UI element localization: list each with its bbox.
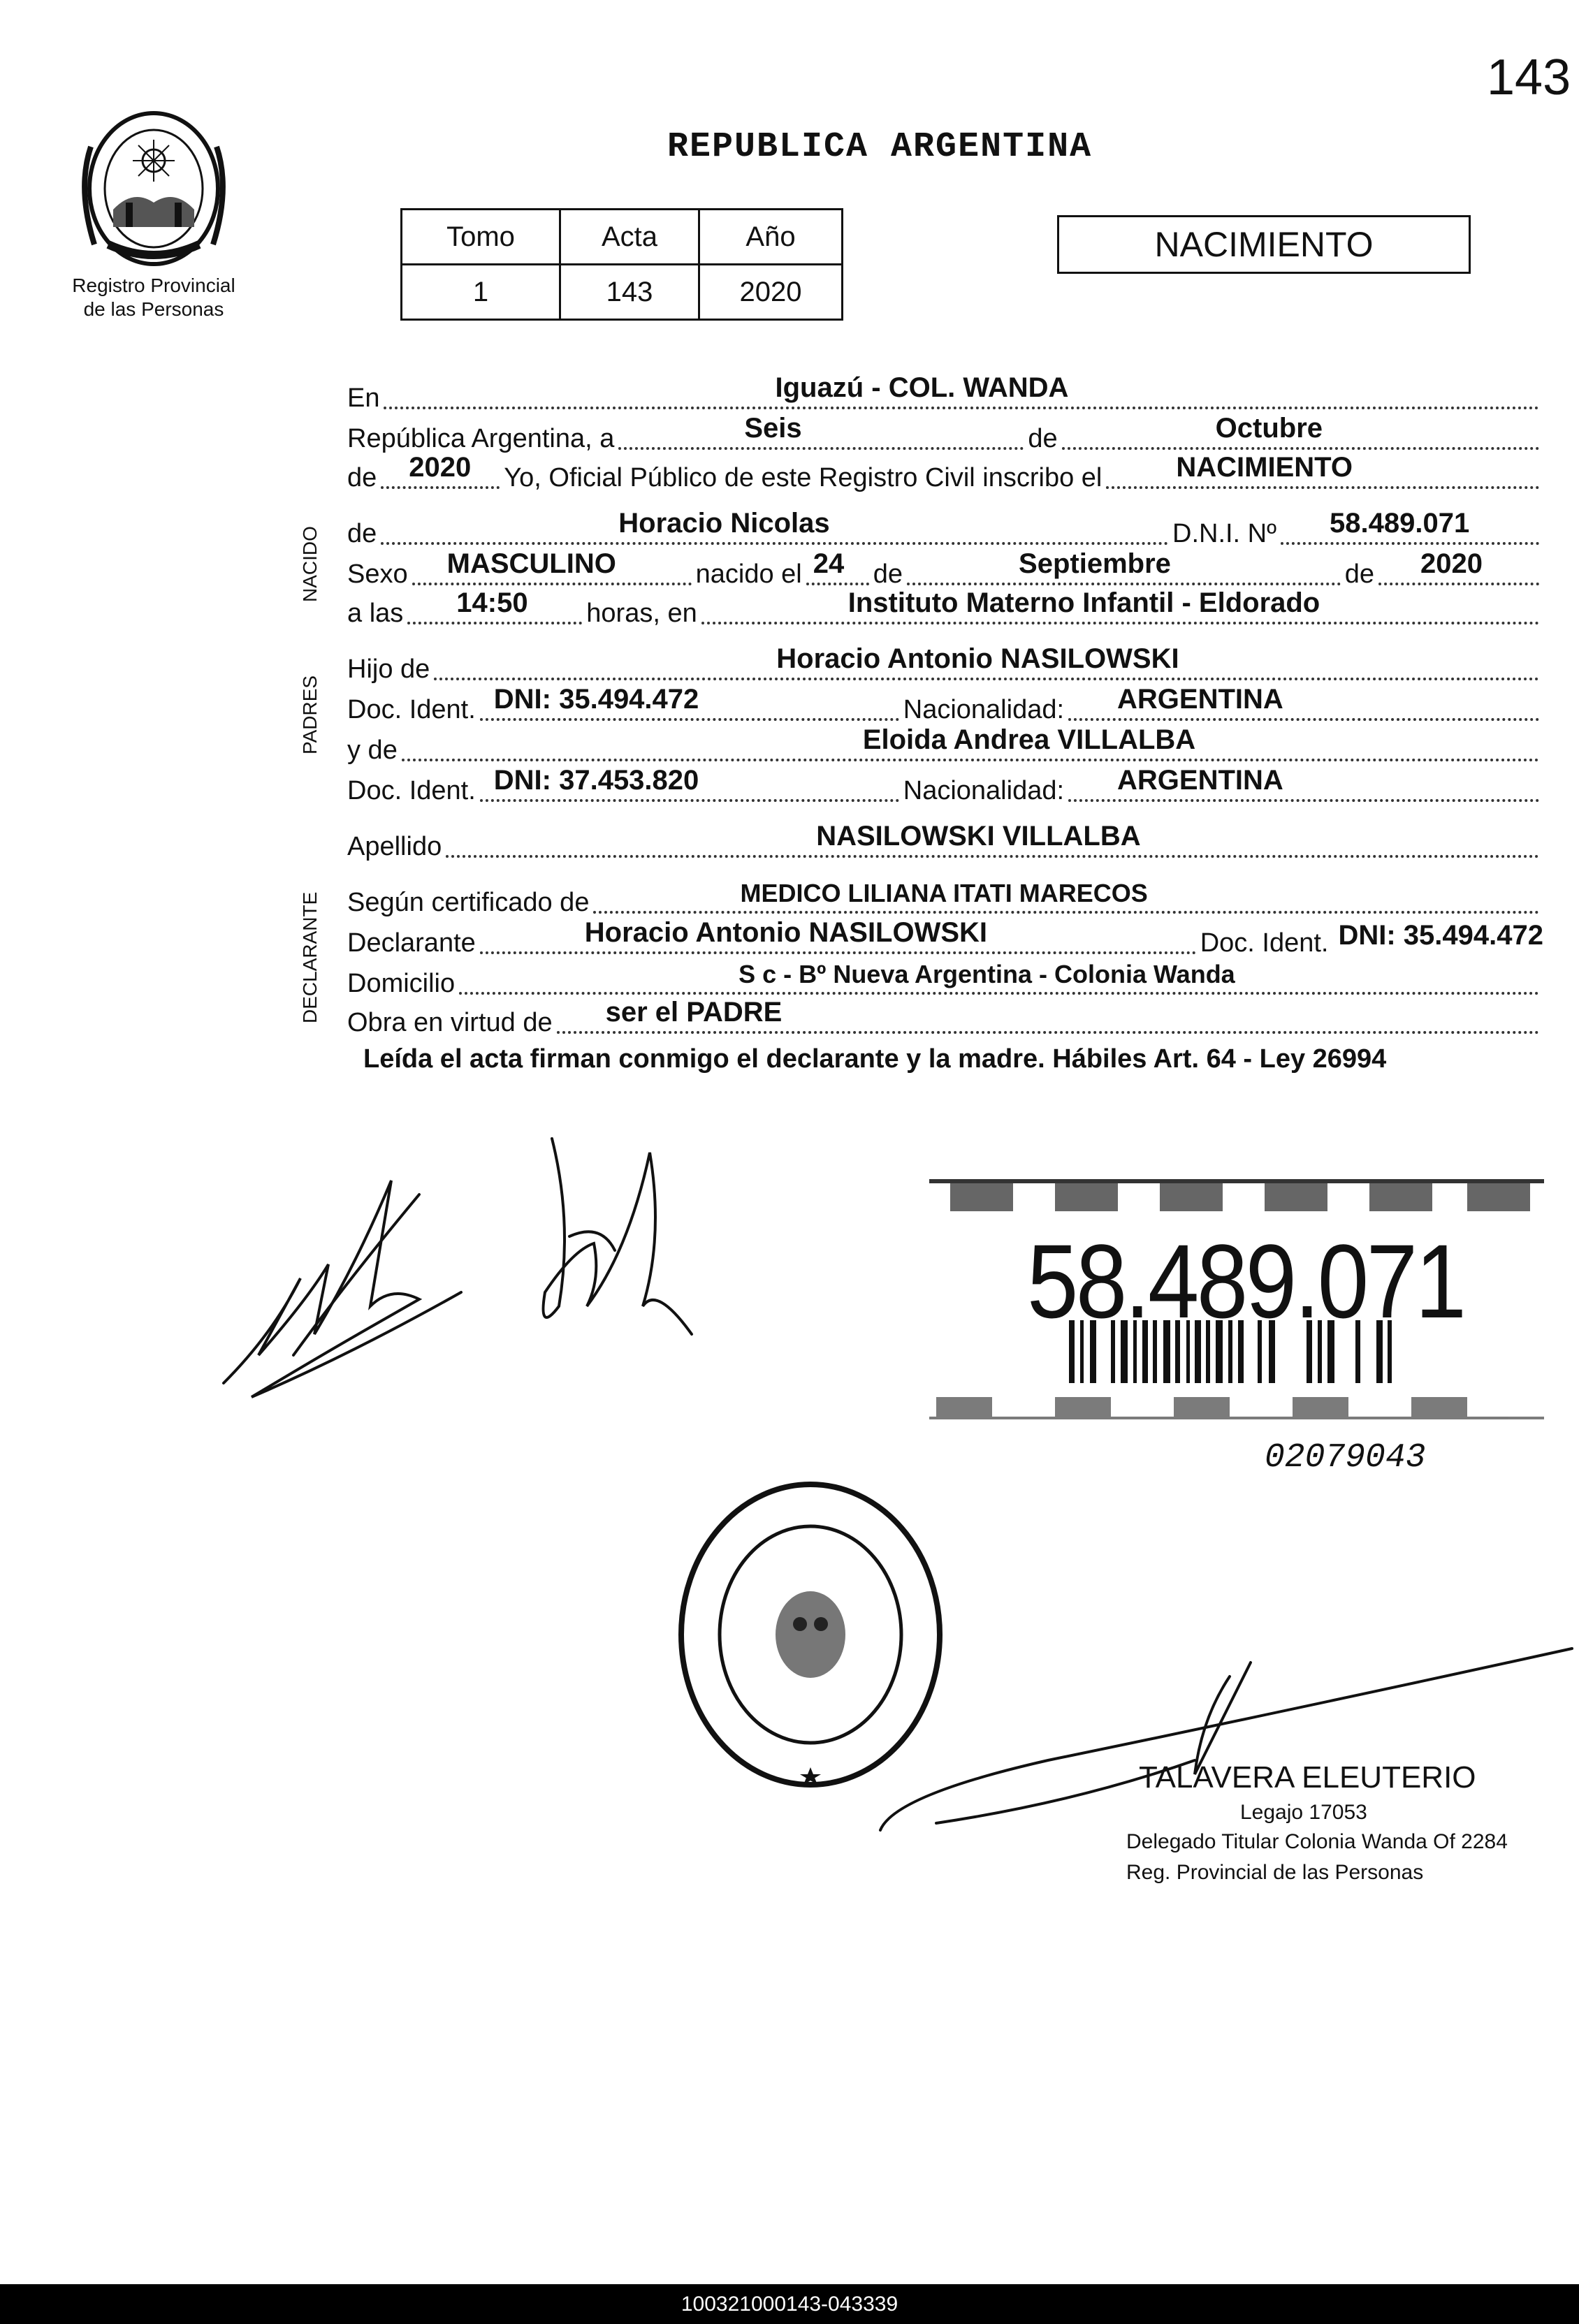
mother-doc: DNI: 37.453.820 (493, 765, 699, 796)
official-signature (866, 1635, 1579, 1844)
domicilio-value: S c - Bº Nueva Argentina - Colonia Wanda (738, 960, 1235, 988)
father-nat: ARGENTINA (1117, 684, 1283, 715)
nac-label-2: Nacionalidad: (903, 776, 1065, 805)
apellido-value: NASILOWSKI VILLALBA (816, 821, 1141, 852)
name-value: Horacio Nicolas (618, 508, 830, 539)
row-hora (347, 585, 1543, 629)
document-title: REPUBLICA ARGENTINA (667, 127, 1093, 167)
nac-label-1: Nacionalidad: (903, 695, 1065, 724)
en-label: En (347, 383, 380, 413)
closing-text: Leída el acta firman conmigo el declarante y la madre. Hábiles Art. 64 - Ley 26994 (363, 1044, 1387, 1074)
official-legajo: Legajo 17053 (1240, 1801, 1367, 1824)
id-stamp-serial: 02079043 (1265, 1439, 1426, 1477)
anio-header: Año (699, 210, 843, 265)
row-mother-doc (347, 763, 1543, 806)
cert-value: MEDICO LILIANA ITATI MARECOS (740, 879, 1148, 907)
hour-value: 14:50 (456, 587, 528, 618)
mother-value: Eloida Andrea VILLALBA (862, 724, 1196, 755)
apellido-label: Apellido (347, 832, 442, 861)
declarante-label: Declarante (347, 928, 476, 958)
yo-text: Yo, Oficial Público de este Registro Civil inscribo el (504, 463, 1103, 492)
father-doc: DNI: 35.494.472 (493, 684, 699, 715)
a-las-label: a las (347, 599, 404, 628)
doc-label-2: Doc. Ident. (347, 776, 476, 805)
hijo-label: Hijo de (347, 655, 430, 684)
declarante-doc-label: Doc. Ident. (1200, 928, 1329, 958)
registry-label-line2: de las Personas (83, 298, 224, 320)
signatures (210, 1125, 741, 1418)
registry-label-line1: Registro Provincial (72, 275, 235, 296)
row-apellido (347, 819, 1543, 862)
sexo-label: Sexo (347, 560, 408, 589)
de-label-4: de (873, 560, 903, 589)
official-name: TALAVERA ELEUTERIO (1139, 1760, 1476, 1795)
month-value: Octubre (1215, 413, 1323, 444)
declarante-doc: DNI: 35.494.472 (1338, 920, 1543, 951)
birth-day: 24 (813, 548, 845, 579)
dni-label: D.N.I. Nº (1172, 519, 1276, 548)
anio-value: 2020 (699, 265, 843, 320)
record-type-box: NACIMIENTO (1057, 215, 1471, 274)
row-obra (347, 995, 1543, 1038)
sexo-value: MASCULINO (446, 548, 616, 579)
acto-value: NACIMIENTO (1176, 452, 1353, 483)
id-stamp-number: 58.489.071 (1027, 1222, 1464, 1340)
obra-label: Obra en virtud de (347, 1008, 553, 1037)
acta-header: Acta (560, 210, 699, 265)
horas-label: horas, en (586, 599, 697, 628)
domicilio-label: Domicilio (347, 969, 456, 998)
en-value: Iguazú - COL. WANDA (775, 372, 1069, 403)
dni-value: 58.489.071 (1330, 508, 1470, 539)
side-label-declarante: DECLARANTE (299, 891, 321, 1023)
registry-label (49, 274, 259, 321)
cert-label: Según certificado de (347, 888, 590, 917)
mother-nat: ARGENTINA (1117, 765, 1283, 796)
birth-month: Septiembre (1019, 548, 1171, 579)
de-label-1: de (1028, 424, 1058, 453)
de-label-2: de (347, 463, 377, 492)
father-value: Horacio Antonio NASILOWSKI (776, 643, 1179, 674)
doc-label-1: Doc. Ident. (347, 695, 476, 724)
y-de-label: y de (347, 736, 398, 765)
acta-value: 143 (560, 265, 699, 320)
de-label-3: de (347, 519, 377, 548)
de-label-5: de (1344, 560, 1374, 589)
footer-code: 100321000143-043339 (0, 2284, 1579, 2324)
official-office: Reg. Provincial de las Personas (1126, 1861, 1424, 1884)
obra-value: ser el PADRE (605, 997, 783, 1028)
tomo-header: Tomo (402, 210, 560, 265)
row-year (347, 450, 1543, 493)
day-value: Seis (744, 413, 802, 444)
tomo-value: 1 (402, 265, 560, 320)
birth-year: 2020 (1420, 548, 1483, 579)
nacido-label: nacido el (695, 560, 802, 589)
record-table (400, 208, 843, 321)
official-title: Delegado Titular Colonia Wanda Of 2284 (1126, 1830, 1508, 1853)
year-value: 2020 (409, 452, 472, 483)
place-value: Instituto Materno Infantil - Eldorado (847, 587, 1320, 618)
province-emblem (70, 105, 238, 293)
side-label-padres: PADRES (299, 675, 321, 754)
republica-label: República Argentina, a (347, 424, 615, 453)
page-number: 143 (1487, 50, 1571, 105)
declarante-value: Horacio Antonio NASILOWSKI (584, 917, 988, 948)
side-label-nacido: NACIDO (299, 526, 321, 602)
